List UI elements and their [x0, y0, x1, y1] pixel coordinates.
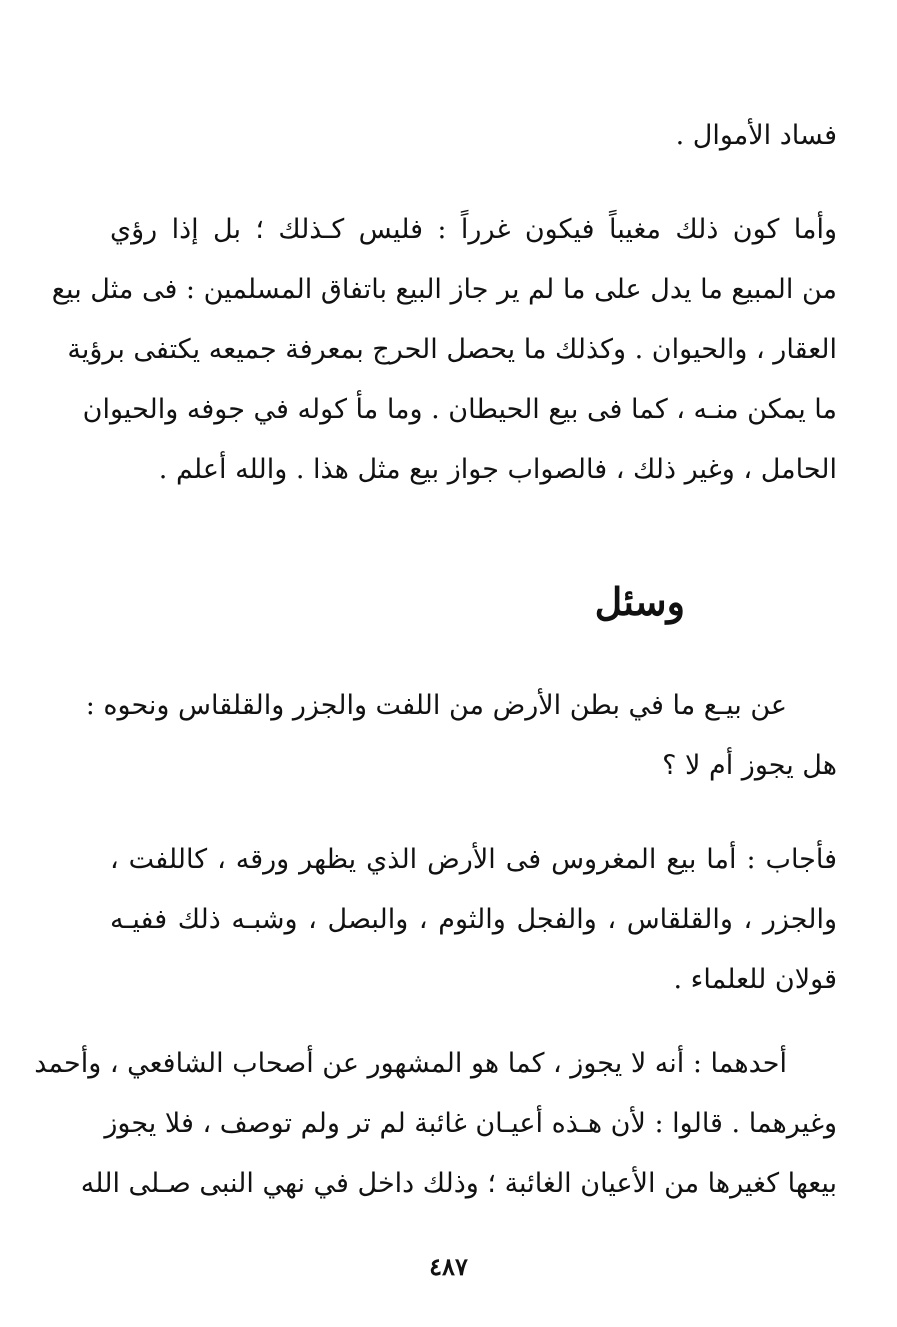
text-line: فأجاب : أما بيع المغروس فى الأرض الذي يظهر ورقه ، كاللفت ، — [110, 844, 837, 875]
text-line: والجزر ، والقلقاس ، والفجل والثوم ، والبصل ، وشبـه ذلك ففيـه — [110, 904, 837, 935]
text-line: فساد الأموال . — [675, 120, 837, 151]
section-heading: وسئل — [594, 579, 685, 624]
text-line: أحدهما : أنه لا يجوز ، كما هو المشهور عن أصحاب الشافعي ، وأحمد — [34, 1048, 787, 1079]
text-line: ما يمكن منـه ، كما فى بيع الحيطان . وما مأ كوله في جوفه والحيوان — [82, 394, 837, 425]
text-line: قولان للعلماء . — [673, 964, 837, 995]
text-line: هل يجوز أم لا ؟ — [662, 750, 837, 781]
text-line: وأما كون ذلك مغيباً فيكون غرراً : فليس كـذلك ؛ بل إذا رؤي — [110, 214, 837, 245]
page-number: ٤٨٧ — [429, 1252, 468, 1281]
text-line: من المبيع ما يدل على ما لم ير جاز البيع باتفاق المسلمين : فى مثل بيع — [51, 274, 837, 305]
text-line: عن بيـع ما في بطن الأرض من اللفت والجزر والقلقاس ونحوه : — [85, 690, 787, 721]
text-line: بيعها كغيرها من الأعيان الغائبة ؛ وذلك داخل في نهي النبى صـلى الله — [80, 1168, 837, 1199]
text-line: وغيرهما . قالوا : لأن هـذه أعيـان غائبة لم تر ولم توصف ، فلا يجوز — [104, 1108, 837, 1139]
text-line: العقار ، والحيوان . وكذلك ما يحصل الحرج بمعرفة جميعه يكتفى برؤية — [67, 334, 837, 365]
text-line: الحامل ، وغير ذلك ، فالصواب جواز بيع مثل هذا . والله أعلم . — [158, 454, 837, 485]
